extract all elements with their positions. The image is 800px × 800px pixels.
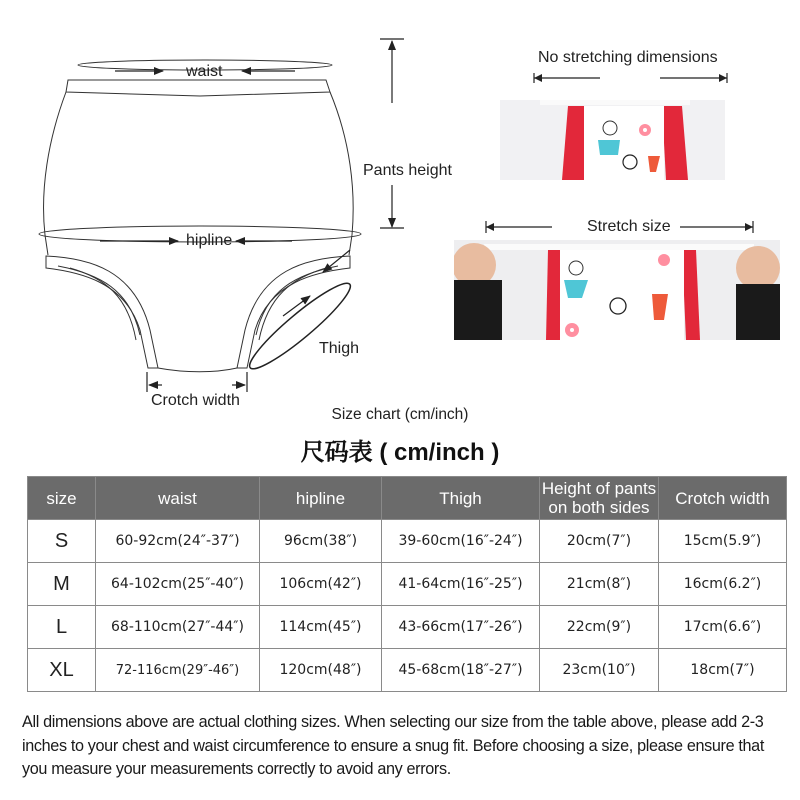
size-chart-table — [27, 476, 787, 692]
cell-size: XL — [28, 649, 96, 692]
cell-height: 23cm(10″) — [540, 649, 659, 692]
cell-waist: 64-102cm(25″-40″) — [96, 563, 260, 606]
cell-size: S — [28, 520, 96, 563]
table-row — [28, 520, 787, 563]
table-row — [28, 649, 787, 692]
cell-crotch: 17cm(6.6″) — [659, 606, 787, 649]
cell-hipline: 120cm(48″) — [260, 649, 382, 692]
cell-hipline: 106cm(42″) — [260, 563, 382, 606]
cell-thigh: 45-68cm(18″-27″) — [382, 649, 540, 692]
no-stretch-label: No stretching dimensions — [538, 49, 718, 66]
header-hipline: hipline — [260, 477, 382, 520]
cell-crotch: 15cm(5.9″) — [659, 520, 787, 563]
header-height-of-pants — [540, 477, 659, 520]
table-header-row — [28, 477, 787, 520]
cell-size: M — [28, 563, 96, 606]
cell-height: 22cm(9″) — [540, 606, 659, 649]
cell-waist: 60-92cm(24″-37″) — [96, 520, 260, 563]
pants-photo-unstretched — [500, 100, 725, 180]
crotch-width-label: Crotch width — [151, 392, 240, 409]
cell-height: 21cm(8″) — [540, 563, 659, 606]
cell-waist: 72-116cm(29″-46″) — [96, 649, 260, 692]
cell-height: 20cm(7″) — [540, 520, 659, 563]
cell-hipline: 96cm(38″) — [260, 520, 382, 563]
hipline-label: hipline — [186, 232, 233, 249]
size-chart-subtitle: Size chart (cm/inch) — [331, 406, 469, 423]
header-thigh: Thigh — [382, 477, 540, 520]
header-size: size — [28, 477, 96, 520]
cell-crotch: 16cm(6.2″) — [659, 563, 787, 606]
stretch-dimension-arrow — [482, 220, 757, 234]
cell-crotch: 18cm(7″) — [659, 649, 787, 692]
header-height-line1: Height of pants — [541, 479, 657, 498]
waist-label: waist — [186, 63, 223, 80]
pants-photo-stretched — [454, 240, 780, 340]
stretch-size-label: Stretch size — [587, 218, 671, 235]
no-stretch-dimension-arrow — [530, 72, 730, 84]
cell-thigh: 39-60cm(16″-24″) — [382, 520, 540, 563]
header-waist: waist — [96, 477, 260, 520]
pants-outline-illustration — [0, 0, 470, 420]
cell-hipline: 114cm(45″) — [260, 606, 382, 649]
sizing-note: All dimensions above are actual clothing sizes. When selecting our size from the table above, please add 2-3 inches to your chest and waist circumference to ensure a snug fit. Before choosing a size, please ensure that you measure your measurements correctly to avoid any errors. — [22, 713, 764, 778]
thigh-label: Thigh — [319, 340, 360, 357]
header-crotch-width: Crotch width — [659, 477, 787, 520]
cell-thigh: 41-64cm(16″-25″) — [382, 563, 540, 606]
cell-thigh: 43-66cm(17″-26″) — [382, 606, 540, 649]
cell-size: L — [28, 606, 96, 649]
table-row — [28, 563, 787, 606]
pants-height-label: Pants height — [363, 162, 452, 179]
cell-waist: 68-110cm(27″-44″) — [96, 606, 260, 649]
table-row — [28, 606, 787, 649]
header-height-line2: on both sides — [548, 498, 650, 517]
size-chart-title: 尺码表 ( cm/inch ) — [300, 439, 500, 466]
